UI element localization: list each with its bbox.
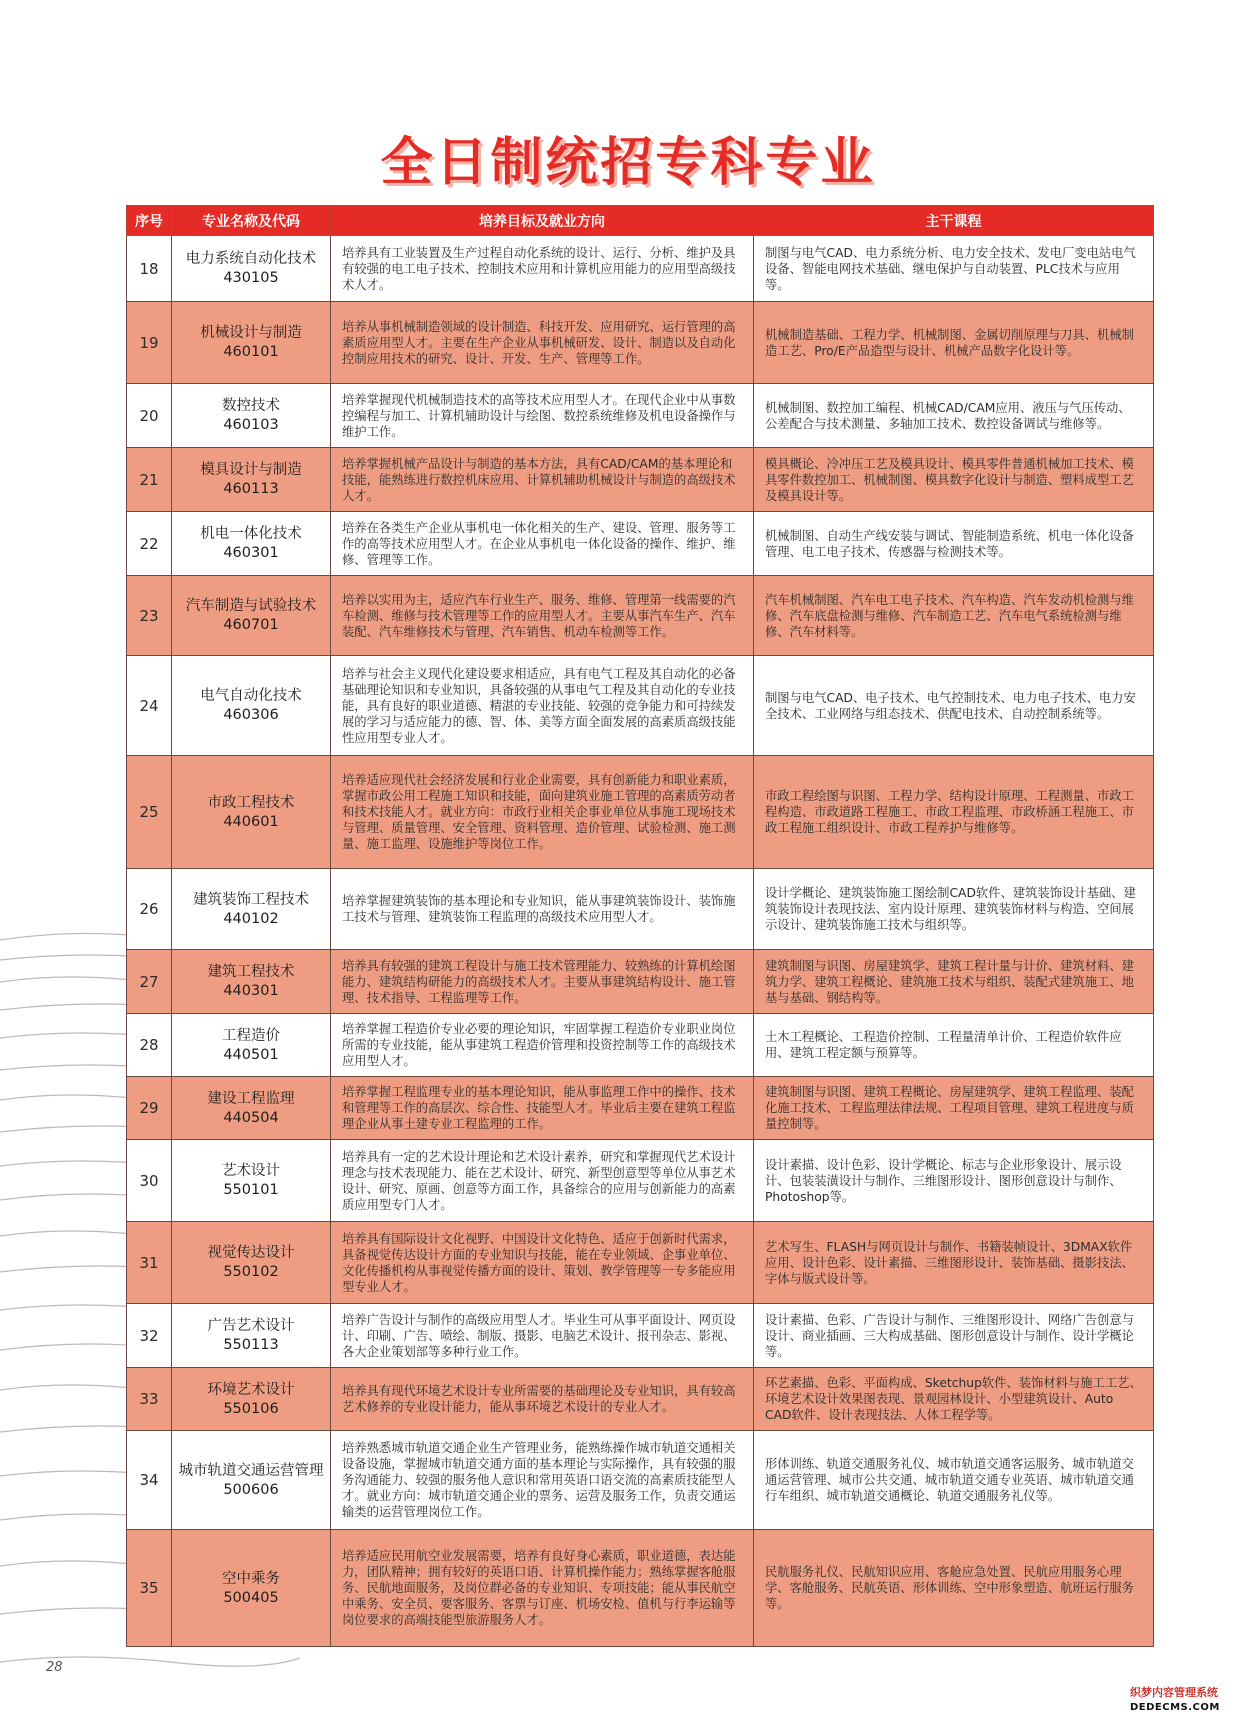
row-number: 23 [127, 576, 172, 656]
row-number: 18 [127, 236, 172, 302]
major-name: 数控技术 [222, 398, 280, 414]
courses-text: 土木工程概论、工程造价控制、工程量清单计价、工程造价软件应用、建筑工程定额与预算等。 [754, 1014, 1154, 1077]
header-number: 序号 [127, 206, 172, 236]
courses-text: 建筑制图与识图、房屋建筑学、建筑工程计量与计价、建筑材料、建筑力学、建筑工程概论、建筑施工技术与组织、装配式建筑施工、地基与基础、钢结构等。 [754, 950, 1154, 1014]
courses-text: 设计素描、设计色彩、设计学概论、标志与企业形象设计、展示设计、包装装潢设计与制作、三维图形设计、图形创意设计与制作、Photoshop等。 [754, 1140, 1154, 1222]
row-number: 19 [127, 302, 172, 384]
courses-text: 建筑制图与识图、建筑工程概论、房屋建筑学、建筑工程监理、装配化施工技术、工程监理法律法规、工程项目管理、建筑工程进度与质量控制等。 [754, 1077, 1154, 1140]
major-name: 空中乘务 [222, 1570, 280, 1587]
major-code: 500405 [223, 1589, 279, 1606]
major-cell [172, 950, 331, 1014]
major-code: 550106 [223, 1400, 279, 1417]
goal-text: 培养掌握工程监理专业的基本理论知识，能从事监理工作中的操作、技术和管理等工作的高层次、综合性、技能型人才。毕业后主要在建筑工程监理企业从事土建专业工程监理的工作。 [331, 1077, 754, 1140]
table-row [127, 869, 1154, 950]
row-number: 29 [127, 1077, 172, 1140]
table-row [127, 236, 1154, 302]
major-name: 城市轨道交通运营管理 [178, 1462, 324, 1479]
table-row [127, 1304, 1154, 1368]
courses-text: 形体训练、轨道交通服务礼仪、城市轨道交通客运服务、城市轨道交通运营管理、城市公共交通、城市轨道交通专业英语、城市轨道交通行车组织、城市轨道交通概论、轨道交通服务礼仪等。 [754, 1431, 1154, 1530]
row-number: 20 [127, 384, 172, 448]
major-code: 440102 [223, 910, 279, 927]
major-code: 440601 [223, 813, 279, 830]
goal-text: 培养适应现代社会经济发展和行业企业需要，具有创新能力和职业素质，掌握市政公用工程施工知识和技能，面向建筑业施工管理的高素质劳动者和技术技能人才。就业方向：市政行业相关企事业单位从事施工现场技术与管理、质量管理、安全管理、资料管理、造价管理、试验检测、施工测量、施工监理、设施维护等岗位工作。 [331, 756, 754, 869]
row-number: 32 [127, 1304, 172, 1368]
major-code: 550101 [223, 1182, 279, 1198]
table-row [127, 448, 1154, 512]
major-cell [172, 1140, 331, 1222]
goal-text: 培养掌握机械产品设计与制造的基本方法，具有CAD/CAM的基本理论和技能，能熟练进行数控机床应用、计算机辅助机械设计与制造的高级技术人才。 [331, 448, 754, 512]
major-cell [172, 1014, 331, 1077]
table-row [127, 1014, 1154, 1077]
courses-text: 艺术写生、FLASH与网页设计与制作、书籍装帧设计、3DMAX软件应用、设计色彩、设计素描、三维图形设计、装饰基础、摄影技法、字体与版式设计等。 [754, 1222, 1154, 1304]
major-name: 电气自动化技术 [200, 688, 302, 704]
major-cell [172, 236, 331, 302]
courses-text: 机械制图、数控加工编程、机械CAD/CAM应用、液压与气压传动、公差配合与技术测量、多轴加工技术、数控设备调试与维修等。 [754, 384, 1154, 448]
table-row [127, 1530, 1154, 1647]
header-core-courses: 主干课程 [754, 206, 1154, 236]
major-name: 艺术设计 [222, 1163, 280, 1179]
major-code: 460701 [223, 617, 279, 633]
row-number: 33 [127, 1368, 172, 1431]
table-row [127, 512, 1154, 576]
courses-text: 设计学概论、建筑装饰施工图绘制CAD软件、建筑装饰设计基础、建筑装饰设计表现技法、室内设计原理、建筑装饰材料与构造、空间展示设计、建筑装饰施工技术与组织等。 [754, 869, 1154, 950]
major-name: 工程造价 [222, 1027, 280, 1044]
majors-table [126, 205, 1154, 1647]
major-name: 建设工程监理 [207, 1090, 295, 1107]
goal-text: 培养具有一定的艺术设计理论和艺术设计素养，研究和掌握现代艺术设计理念与技术表现能力、能在艺术设计、研究、新型创意型等单位从事艺术设计、研究、原画、创意等方面工作，具备综合的应用与创新能力的高素质应用型专门人才。 [331, 1140, 754, 1222]
major-code: 550113 [223, 1337, 279, 1353]
table-row [127, 1077, 1154, 1140]
header-goals-career: 培养目标及就业方向 [331, 206, 754, 236]
major-code: 460301 [223, 545, 279, 561]
page-number: 28 [46, 1660, 63, 1675]
major-name: 机电一体化技术 [200, 526, 302, 542]
major-cell [172, 1431, 331, 1530]
major-cell [172, 756, 331, 869]
row-number: 35 [127, 1530, 172, 1647]
goal-text: 培养与社会主义现代化建设要求相适应，具有电气工程及其自动化的必备基础理论知识和专业知识，具备较强的从事电气工程及其自动化的专业技能，具有良好的职业道德、精湛的专业技能、较强的竞争能力和可持续发展的学习与适应能力的德、智、体、美等方面全面发展的高素质高级技能性应用型专业人才。 [331, 656, 754, 756]
major-name: 建筑工程技术 [207, 964, 295, 980]
major-cell [172, 869, 331, 950]
major-name: 模具设计与制造 [200, 462, 302, 478]
major-code: 440301 [223, 983, 279, 999]
table-row [127, 950, 1154, 1014]
header-major-name-code: 专业名称及代码 [172, 206, 331, 236]
major-code: 440504 [223, 1109, 279, 1126]
goal-text: 培养具有现代环境艺术设计专业所需要的基础理论及专业知识，具有较高艺术修养的专业设计能力，能从事环境艺术设计的专业人才。 [331, 1368, 754, 1431]
row-number: 26 [127, 869, 172, 950]
courses-text: 模具概论、冷冲压工艺及模具设计、模具零件普通机械加工技术、模具零件数控加工、机械制图、模具数字化设计与制造、塑料成型工艺及模具设计等。 [754, 448, 1154, 512]
row-number: 28 [127, 1014, 172, 1077]
table-row [127, 1222, 1154, 1304]
courses-text: 环艺素描、色彩、平面构成、Sketchup软件、装饰材料与施工工艺、环境艺术设计效果图表现、景观园林设计、小型建筑设计、Auto CAD软件、设计表现技法、人体工程学等。 [754, 1368, 1154, 1431]
goal-text: 培养掌握现代机械制造技术的高等技术应用型人才。在现代企业中从事数控编程与加工、计算机辅助设计与绘图、数控系统维修及机电设备操作与维护工作。 [331, 384, 754, 448]
major-cell [172, 384, 331, 448]
major-name: 建筑装饰工程技术 [193, 891, 309, 908]
major-cell [172, 1077, 331, 1140]
major-name: 市政工程技术 [207, 794, 295, 811]
major-cell [172, 576, 331, 656]
major-cell [172, 1304, 331, 1368]
major-code: 550102 [223, 1264, 279, 1280]
courses-text: 机械制造基础、工程力学、机械制图、金属切削原理与刀具、机械制造工艺、Pro/E产品造型与设计、机械产品数字化设计等。 [754, 302, 1154, 384]
major-cell [172, 302, 331, 384]
watermark-line1: 织梦内容管理系统 [1130, 1686, 1218, 1699]
major-code: 460101 [223, 344, 279, 360]
watermark-line2: DEDECMS.COM [1130, 1702, 1220, 1713]
goal-text: 培养熟悉城市轨道交通企业生产管理业务，能熟练操作城市轨道交通相关设备设施，掌握城市轨道交通方面的基本理论与实际操作，具有较强的服务沟通能力、较强的服务他人意识和常用英语口语交流的高素质技能型人才。就业方向：城市轨道交通企业的票务、运营及服务工作，负责交通运输类的运营管理岗位工作。 [331, 1431, 754, 1530]
row-number: 27 [127, 950, 172, 1014]
major-cell [172, 512, 331, 576]
courses-text: 制图与电气CAD、电力系统分析、电力安全技术、发电厂变电站电气设备、智能电网技术基础、继电保护与自动装置、PLC技术与应用等。 [754, 236, 1154, 302]
goal-text: 培养在各类生产企业从事机电一体化相关的生产、建设、管理、服务等工作的高等技术应用型人才。在企业从事机电一体化设备的操作、维护、维修、管理等工作。 [331, 512, 754, 576]
goal-text: 培养适应民用航空业发展需要，培养有良好身心素质，职业道德，表达能力，团队精神；拥有较好的英语口语、计算机操作能力；熟练掌握客舱服务、民航地面服务，及岗位群必备的专业知识、专项技能；能从事民航空中乘务、安全员、要客服务、客票与订座、机场安检、值机与行李运输等岗位要求的高端技能型旅游服务人才。 [331, 1530, 754, 1647]
major-code: 500606 [223, 1481, 279, 1498]
table-row [127, 1140, 1154, 1222]
courses-text: 市政工程绘图与识图、工程力学、结构设计原理、工程测量、市政工程构造、市政道路工程施工、市政工程监理、市政桥涵工程施工、市政工程施工组织设计、市政工程养护与维修等。 [754, 756, 1154, 869]
page-title: 全日制统招专科专业 [380, 133, 876, 193]
row-number: 24 [127, 656, 172, 756]
major-name: 电力系统自动化技术 [185, 251, 317, 267]
major-cell [172, 1222, 331, 1304]
major-code: 460113 [223, 481, 279, 497]
row-number: 21 [127, 448, 172, 512]
goal-text: 培养具有较强的建筑工程设计与施工技术管理能力、较熟练的计算机绘图能力、建筑结构研能力的高级技术人才。主要从事建筑结构设计、施工管理、技术指导、工程监理等工作。 [331, 950, 754, 1014]
row-number: 25 [127, 756, 172, 869]
goal-text: 培养掌握工程造价专业必要的理论知识，牢固掌握工程造价专业职业岗位所需的专业技能，能从事建筑工程造价管理和投资控制等工作的高级技术应用型人才。 [331, 1014, 754, 1077]
major-cell [172, 656, 331, 756]
goal-text: 培养从事机械制造领域的设计制造、科技开发、应用研究、运行管理的高素质应用型人才。主要在生产企业从事机械研发、设计、制造以及自动化控制应用技术的研究、设计、开发、生产、管理等工作。 [331, 302, 754, 384]
major-code: 460103 [223, 417, 279, 433]
row-number: 30 [127, 1140, 172, 1222]
goal-text: 培养掌握建筑装饰的基本理论和专业知识，能从事建筑装饰设计、装饰施工技术与管理、建筑装饰工程监理的高级技术应用型人才。 [331, 869, 754, 950]
table-row [127, 1368, 1154, 1431]
major-cell [172, 1368, 331, 1431]
row-number: 22 [127, 512, 172, 576]
row-number: 31 [127, 1222, 172, 1304]
goal-text: 培养以实用为主，适应汽车行业生产、服务、维修、管理第一线需要的汽车检测、维修与技术管理等工作的应用型人才。主要从事汽车生产、汽车装配、汽车维修技术与管理、汽车销售、机动车检测等工作。 [331, 576, 754, 656]
goal-text: 培养具有工业装置及生产过程自动化系统的设计、运行、分析、维护及具有较强的电工电子技术、控制技术应用和计算机应用能力的应用型高级技术人才。 [331, 236, 754, 302]
major-code: 440501 [223, 1046, 279, 1063]
courses-text: 汽车机械制图、汽车电工电子技术、汽车构造、汽车发动机检测与维修、汽车底盘检测与维修、汽车制造工艺、汽车电气系统检测与维修、汽车材料等。 [754, 576, 1154, 656]
watermark [1130, 1684, 1256, 1718]
row-number: 34 [127, 1431, 172, 1530]
table-row [127, 302, 1154, 384]
table-row [127, 656, 1154, 756]
major-code: 430105 [223, 270, 279, 286]
courses-text: 设计素描、色彩、广告设计与制作、三维图形设计、网络广告创意与设计、商业插画、三大构成基础、图形创意设计与制作、设计学概论等。 [754, 1304, 1154, 1368]
major-cell [172, 1530, 331, 1647]
table-row [127, 756, 1154, 869]
courses-text: 机械制图、自动生产线安装与调试、智能制造系统、机电一体化设备管理、电工电子技术、传感器与检测技术等。 [754, 512, 1154, 576]
table-row [127, 576, 1154, 656]
major-code: 460306 [223, 707, 279, 723]
courses-text: 民航服务礼仪、民航知识应用、客舱应急处置、民航应用服务心理学、客舱服务、民航英语、形体训练、空中形象塑造、航班运行服务等。 [754, 1530, 1154, 1647]
major-cell [172, 448, 331, 512]
goal-text: 培养广告设计与制作的高级应用型人才。毕业生可从事平面设计、网页设计、印刷、广告、喷绘、制版、摄影、电脑艺术设计、报刊杂志、影视、各大企业策划部等多种行业工作。 [331, 1304, 754, 1368]
table-header-row [127, 206, 1154, 236]
major-name: 视觉传达设计 [207, 1245, 295, 1261]
courses-text: 制图与电气CAD、电子技术、电气控制技术、电力电子技术、电力安全技术、工业网络与组态技术、供配电技术、自动控制系统等。 [754, 656, 1154, 756]
table-row [127, 384, 1154, 448]
major-name: 环境艺术设计 [207, 1381, 295, 1398]
goal-text: 培养具有国际设计文化视野、中国设计文化特色、适应于创新时代需求，具备视觉传达设计方面的专业知识与技能，能在专业领域、企事业单位、文化传播机构从事视觉传播方面的设计、策划、教学管理等一专多能应用型专业人才。 [331, 1222, 754, 1304]
major-name: 广告艺术设计 [207, 1318, 295, 1334]
major-name: 汽车制造与试验技术 [185, 598, 317, 614]
major-name: 机械设计与制造 [200, 325, 302, 341]
table-row [127, 1431, 1154, 1530]
